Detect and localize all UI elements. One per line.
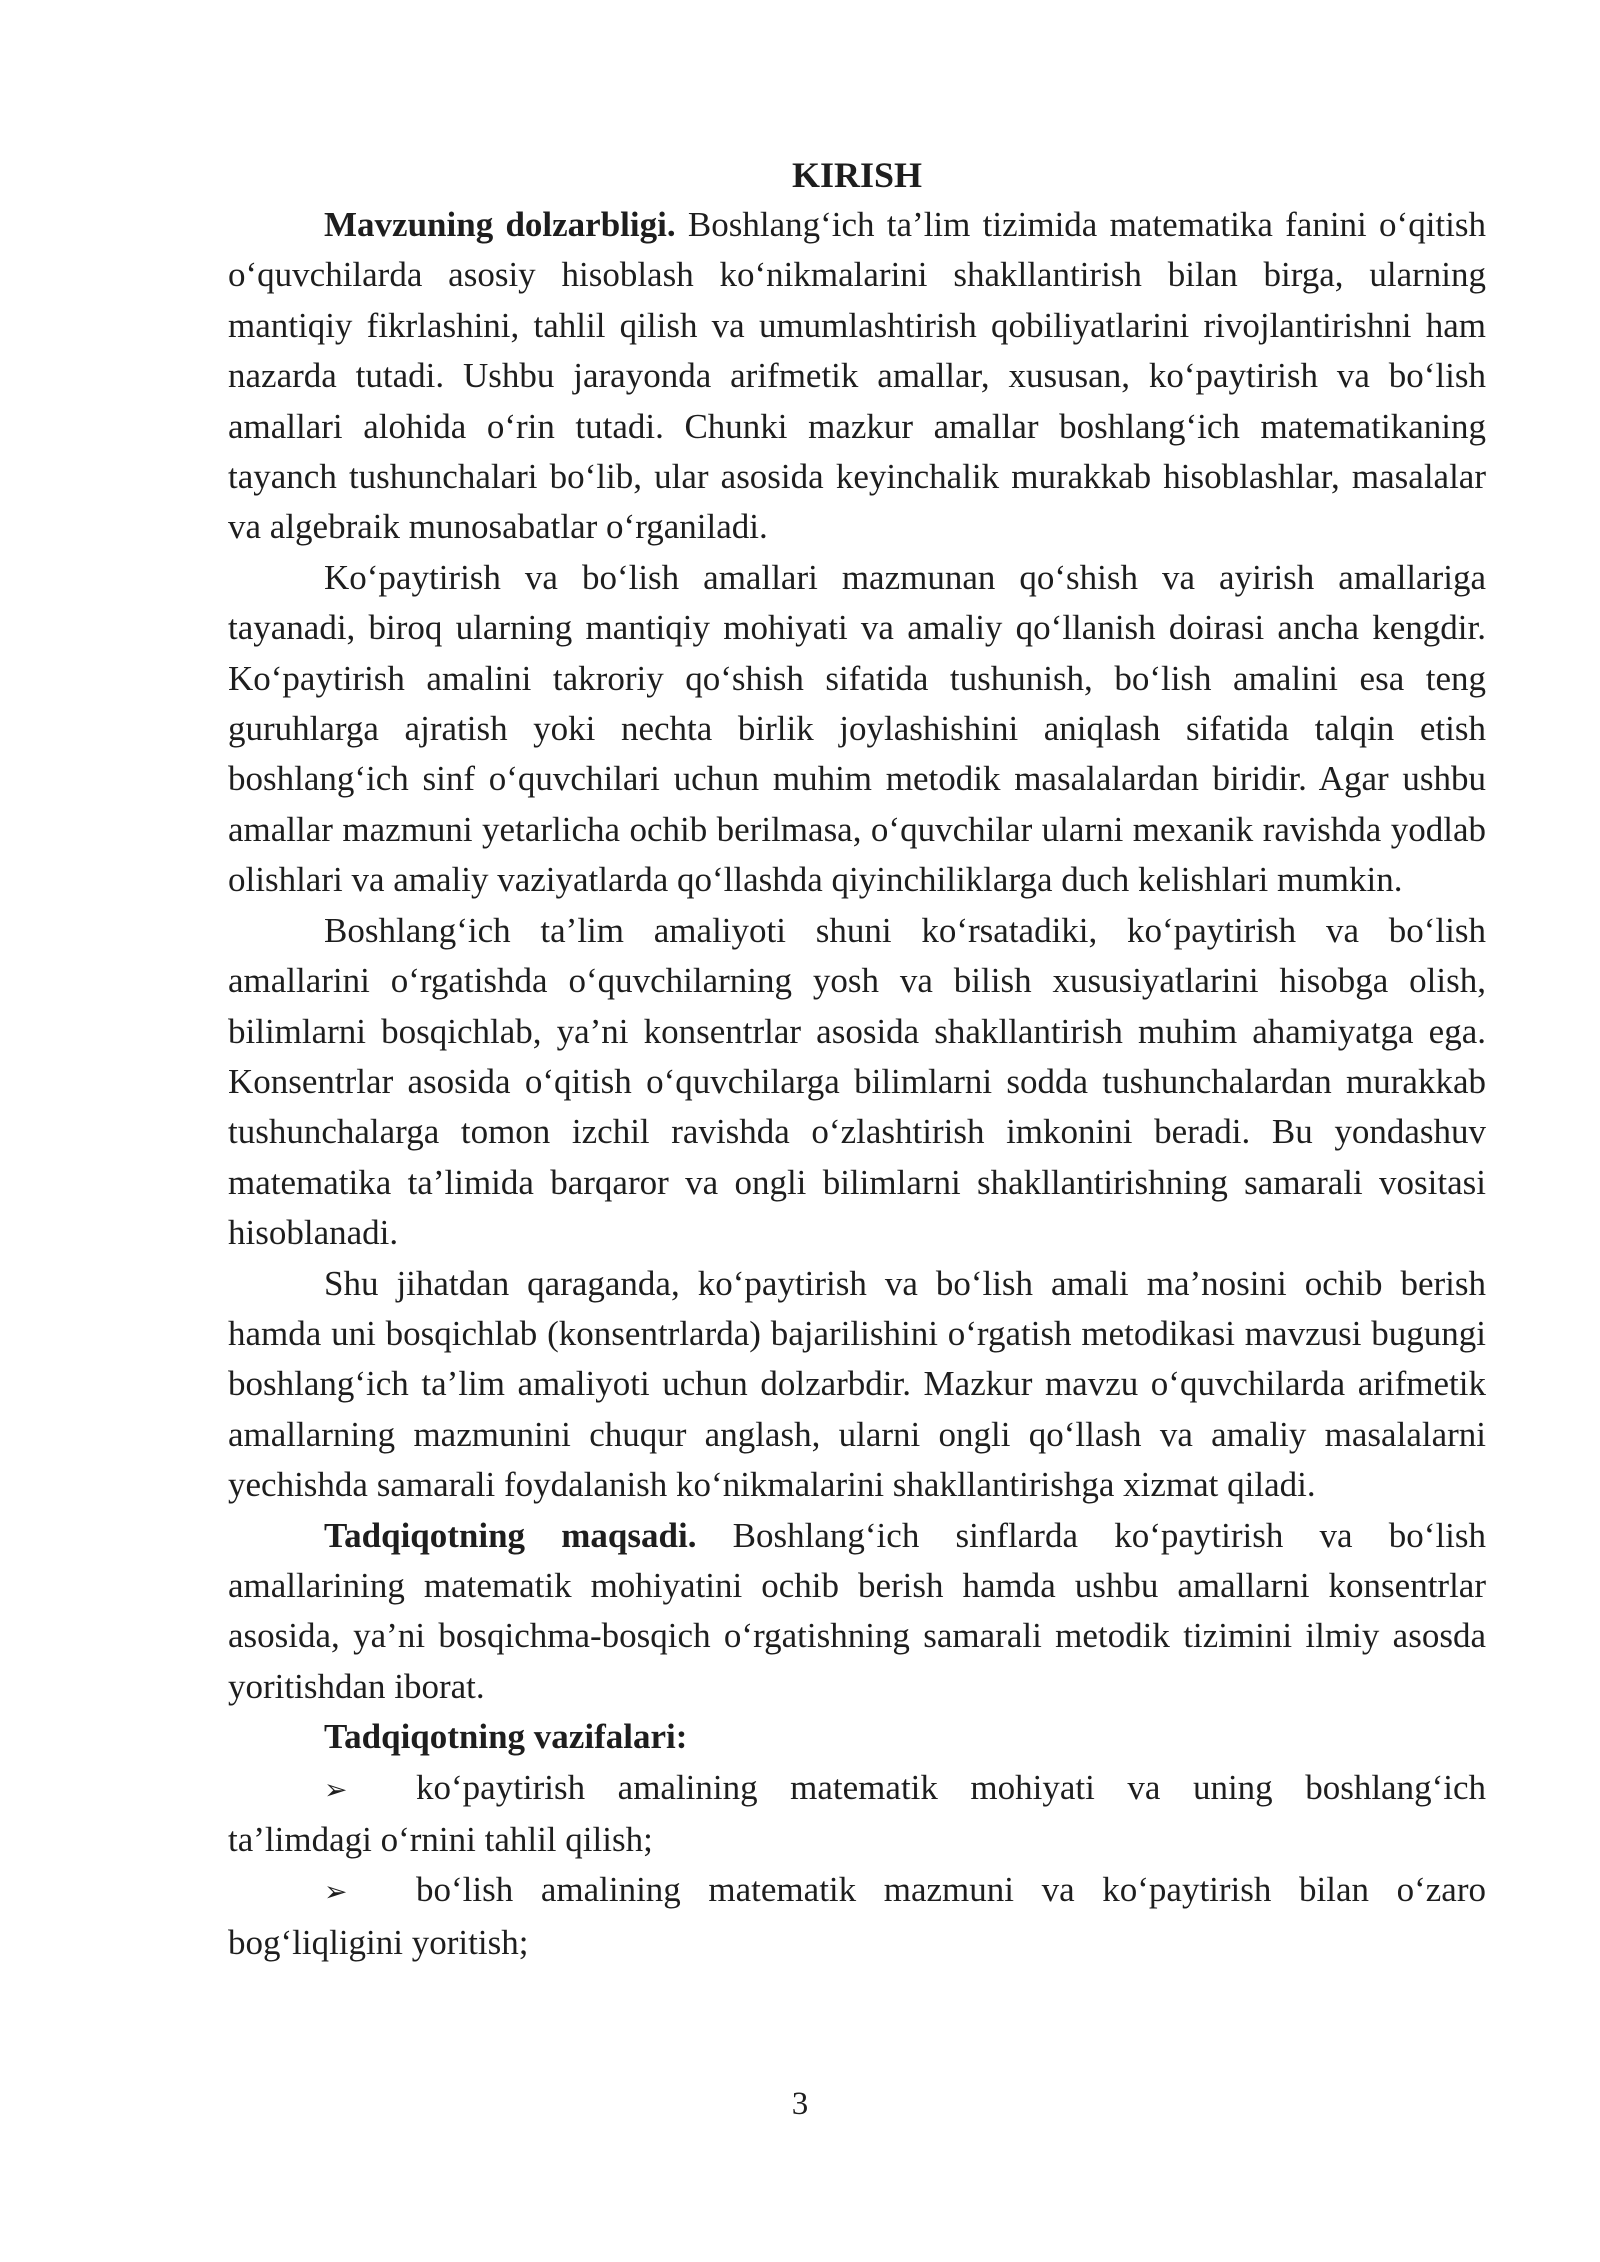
- paragraph-text-goal: Boshlang‘ich sinflarda ko‘paytirish va bo‘lish amallarining matematik mohiyatini ochib berish hamda ushbu amallarni konsentrlar asosida, ya’ni bosqichma-bosqich o‘rgatishning samarali metodik tizimini ilmiy asosda yoritishdan iborat.: [228, 1515, 1487, 1706]
- paragraph: [228, 1259, 1486, 1511]
- section-heading: KIRISH: [791, 155, 923, 195]
- paragraph: [228, 906, 1486, 1259]
- paragraph-lead-relevance: Mavzuning dolzarbligi.: [324, 205, 676, 244]
- paragraph-relevance: [228, 200, 1486, 553]
- list-item-text: bo‘lish amalining matematik mazmuni va ko‘paytirish bilan o‘zaro bog‘liqligini yoritish;: [228, 1870, 1486, 1962]
- paragraph-text: Boshlang‘ich ta’lim amaliyoti shuni ko‘rsatadiki, ko‘paytirish va bo‘lish amallarini o‘rgatishda o‘quvchilarning yosh va bilish xususiyatlarini hisobga olish, bilimlarni bosqichlab, ya’ni konsentrlar asosida shakllantirish muhim ahamiyatga ega. Konsentrlar asosida o‘qitish o‘quvchilarga bilimlarni sodda tushunchalardan murakkab tushunchalarga tomon izchil ravishda o‘zlashtirish imkonini beradi. Bu yondashuv matematika ta’limida barqaror va ongli bilimlarni shakllantirishning samarali vositasi hisoblanadi.: [228, 910, 1486, 1253]
- page-number: 3: [791, 2086, 809, 2122]
- paragraph-text: Ko‘paytirish va bo‘lish amallari mazmunan qo‘shish va ayirish amallariga tayanadi, biroq ularning mantiqiy mohiyati va amaliy qo‘llanish doirasi ancha kengdir. Ko‘paytirish amalini takroriy qo‘shish sifatida tushunish, bo‘lish amalini esa teng guruhlarga ajratish yoki nechta birlik joylashishini aniqlash sifatida talqin etish boshlang‘ich sinf o‘quvchilari uchun muhim metodik masalalardan biridir. Agar ushbu amallar mazmuni yetarlicha ochib berilmasa, o‘quvchilar ularni mexanik ravishda yodlab olishlari va amaliy vaziyatlarda qo‘llashda qiyinchiliklarga duch kelishlari mumkin.: [228, 557, 1486, 900]
- paragraph-goal: [228, 1511, 1486, 1713]
- document-page: [228, 150, 1486, 1968]
- arrowhead-bullet-icon: ➢: [324, 1875, 348, 1909]
- paragraph-text-relevance: Boshlang‘ich ta’lim tizimida matematika fanini o‘qitish o‘quvchilarda asosiy hisoblash ko‘nikmalarini shakllantirish bilan birga, ularning mantiqiy fikrlashini, tahlil qilish va umumlashtirish qobiliyatlarini rivojlantirishni ham nazarda tutadi. Ushbu jarayonda arifmetik amallar, xususan, ko‘paytirish va bo‘lish amallari alohida o‘rin tutadi. Chunki mazkur amallar boshlang‘ich matematikaning tayanch tushunchalari bo‘lib, ular asosida keyinchalik murakkab hisoblashlar, masalalar va algebraik munosabatlar o‘rganiladi.: [228, 205, 1486, 547]
- arrowhead-bullet-icon: ➢: [324, 1772, 348, 1806]
- paragraph-lead-goal: Tadqiqotning maqsadi.: [324, 1515, 697, 1555]
- paragraph-text: Shu jihatdan qaraganda, ko‘paytirish va bo‘lish amali ma’nosini ochib berish hamda uni bosqichlab (konsentrlarda) bajarilishini o‘rgatish metodikasi mavzusi bugungi boshlang‘ich ta’lim amaliyoti uchun dolzarbdir. Mazkur mavzu o‘quvchilarda arifmetik amallarning mazmunini chuqur anglash, ularni ongli qo‘llash va amaliy masalalarni yechishda samarali foydalanish ko‘nikmalarini shakllantirishga xizmat qiladi.: [228, 1263, 1486, 1505]
- tasks-heading: Tadqiqotning vazifalari:: [324, 1717, 688, 1757]
- list-item: [228, 1763, 1486, 1866]
- list-item: [228, 1865, 1486, 1968]
- paragraph: [228, 553, 1486, 906]
- list-item-text: ko‘paytirish amalining matematik mohiyati va uning boshlang‘ich ta’limdagi o‘rnini tahlil qilish;: [228, 1767, 1486, 1859]
